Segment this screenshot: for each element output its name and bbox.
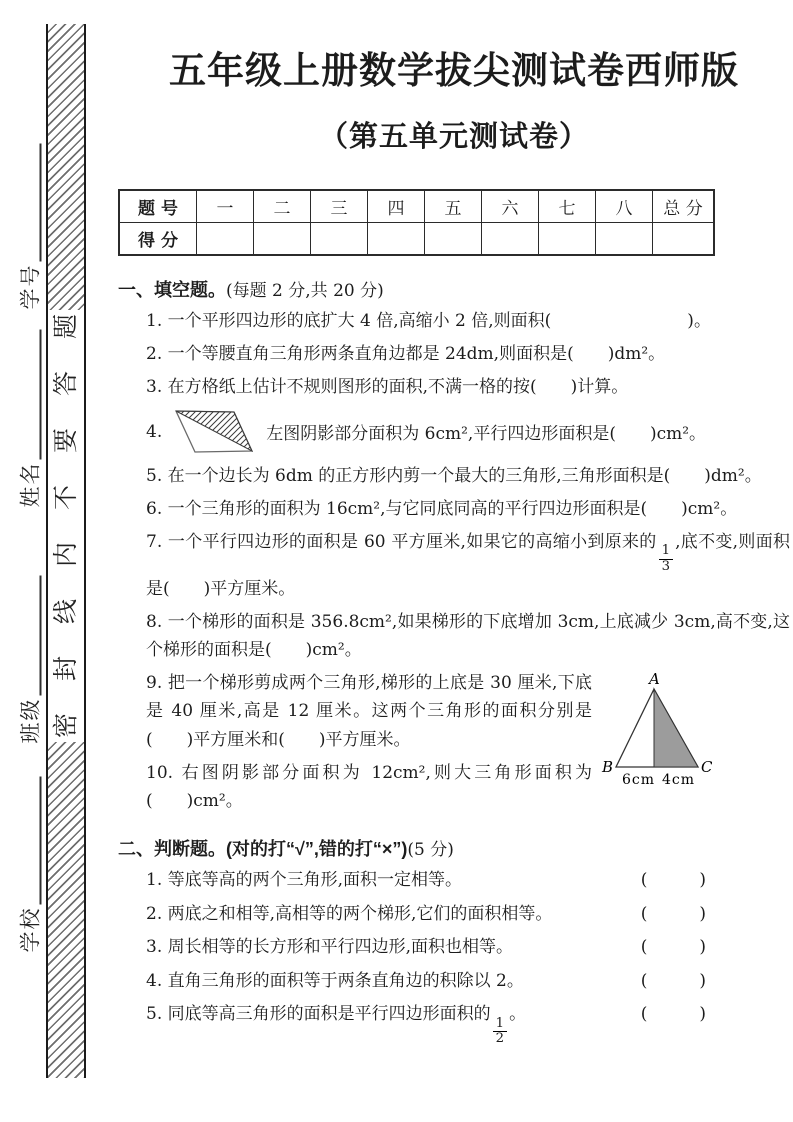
tf-question-3 <box>146 934 790 962</box>
answer-bracket: ( ) <box>640 903 712 924</box>
class-field <box>14 559 42 744</box>
score-label: 得 分 <box>119 223 197 256</box>
blank-line <box>25 777 42 905</box>
seal-char: 不 <box>51 484 81 511</box>
tf-2-text: 2. 两底之和相等,高相等的两个梯形,它们的面积相等。 <box>146 903 553 924</box>
seal-char: 内 <box>51 541 81 568</box>
col-header-total: 总 分 <box>653 190 715 223</box>
fraction-one-half <box>493 1017 507 1047</box>
blank-line <box>25 330 42 460</box>
section2-heading <box>118 835 790 861</box>
paper-subtitle: （第五单元测试卷） <box>318 121 589 153</box>
paper-content <box>118 34 790 1053</box>
score-cell <box>425 223 482 256</box>
score-cell <box>539 223 596 256</box>
student-number-field <box>14 125 42 310</box>
blank-line <box>25 144 42 262</box>
section-true-false <box>118 835 790 1047</box>
section1-title: 一、填空题。 <box>118 280 226 300</box>
question-7-text-after: ,底不变,则面积是( )平方厘米。 <box>146 532 791 599</box>
school-field <box>14 768 42 953</box>
question-8: 8. 一个梯形的面积是 356.8cm²,如果梯形的下底增加 3cm,上底减少 3cm,高不变,这个梯形的面积是( )cm²。 <box>146 611 790 660</box>
question-6: 6. 一个三角形的面积为 16cm²,与它同底同高的平行四边形面积是( )cm²。 <box>146 498 738 519</box>
score-cell <box>254 223 311 256</box>
score-cell <box>482 223 539 256</box>
section2-title: 二、判断题。(对的打“√”,错的打“×”) <box>118 839 408 860</box>
vertex-label-b: B <box>602 758 614 777</box>
score-cell <box>653 223 715 256</box>
question-4-text: 左图阴影部分面积为 6cm²,平行四边形面积是( )cm²。 <box>266 424 707 445</box>
tf-3-text: 3. 周长相等的长方形和平行四边形,面积也相等。 <box>146 937 514 958</box>
score-cell <box>197 223 254 256</box>
score-cell <box>596 223 653 256</box>
vertex-label-c: C <box>701 758 712 777</box>
score-table-score-row <box>119 223 714 256</box>
hatch-pattern-bottom <box>48 742 84 1078</box>
question-10: 10. 右图阴影部分面积为 12cm²,则大三角形面积为( )cm²。 <box>146 762 592 812</box>
question-4-number: 4. <box>146 421 163 442</box>
score-cell <box>311 223 368 256</box>
seal-char: 封 <box>51 655 81 682</box>
question-7-text-before: 7. 一个平行四边形的面积是 60 平方厘米,如果它的高缩小到原来的 <box>146 532 657 553</box>
question-number-label: 题 号 <box>119 190 197 223</box>
question-9: 9. 把一个梯形剪成两个三角形,梯形的上底是 30 厘米,下底是 40 厘米,高是 12 厘米。这两个三角形的面积分别是( )平方厘米和( )平方厘米。 <box>146 673 592 750</box>
vertex-label-a: A <box>649 671 660 689</box>
fraction-denominator: 3 <box>661 558 671 574</box>
question-7 <box>146 528 790 603</box>
col-header: 五 <box>425 190 482 223</box>
class-label: 班级 <box>18 697 43 744</box>
seal-char: 线 <box>51 598 81 625</box>
triangle-figure <box>600 671 712 791</box>
tf-1-text: 1. 等底等高的两个三角形,面积一定相等。 <box>146 870 463 891</box>
base-dim-6cm: 6cm <box>622 772 656 789</box>
tf-5-text <box>146 1001 526 1046</box>
answer-bracket: ( ) <box>640 937 712 958</box>
col-header: 六 <box>482 190 539 223</box>
col-header: 一 <box>197 190 254 223</box>
col-header: 三 <box>311 190 368 223</box>
shaded-right-triangle <box>654 689 698 767</box>
section1-heading <box>118 276 790 302</box>
section1-note: (每题 2 分,共 20 分) <box>226 281 384 301</box>
seal-char: 密 <box>51 712 81 739</box>
col-header: 四 <box>368 190 425 223</box>
section2-note: (5 分) <box>407 840 454 861</box>
tf-question-2 <box>146 901 790 929</box>
student-name-label: 姓名 <box>18 461 43 508</box>
answer-bracket: ( ) <box>640 970 712 991</box>
tf-4-text: 4. 直角三角形的面积等于两条直角边的积除以 2。 <box>146 970 524 991</box>
fraction-denominator: 2 <box>495 1031 505 1047</box>
seal-char: 题 <box>51 313 81 340</box>
student-number-label: 学号 <box>18 263 43 310</box>
question-3: 3. 在方格纸上估计不规则图形的面积,不满一格的按( )计算。 <box>146 377 629 398</box>
seal-char: 答 <box>51 370 81 397</box>
fraction-numerator: 1 <box>493 1017 507 1033</box>
question-4 <box>146 407 790 457</box>
question-2: 2. 一个等腰直角三角形两条直角边都是 24dm,则面积是( )dm²。 <box>146 344 666 365</box>
question-5: 5. 在一个边长为 6dm 的正方形内剪一个最大的三角形,三角形面积是( )dm²。 <box>146 465 762 486</box>
blank-line <box>25 576 42 696</box>
answer-bracket: ( ) <box>640 1004 712 1025</box>
score-table <box>118 189 715 256</box>
score-table-header-row <box>119 190 714 223</box>
question-1: 1. 一个平形四边形的底扩大 4 倍,高缩小 2 倍,则面积( )。 <box>146 311 711 331</box>
score-cell <box>368 223 425 256</box>
tf-question-1 <box>146 867 790 895</box>
base-dim-4cm: 4cm <box>662 772 696 789</box>
tf-question-4 <box>146 968 790 996</box>
fraction-one-third <box>659 544 673 574</box>
col-header: 八 <box>596 190 653 223</box>
paper-title: 五年级上册数学拔尖测试卷西师版 <box>169 50 739 91</box>
section-fill-in-blanks <box>118 276 790 815</box>
tf-question-5 <box>146 1001 790 1046</box>
student-name-field <box>14 323 42 508</box>
answer-bracket: ( ) <box>640 870 712 891</box>
tf-5-text-after: 。 <box>509 1004 527 1025</box>
col-header: 二 <box>254 190 311 223</box>
seal-text <box>48 310 84 742</box>
parallelogram-figure <box>170 407 258 457</box>
school-label: 学校 <box>18 906 43 953</box>
seal-char: 要 <box>51 427 81 454</box>
seal-line-column <box>46 24 86 1078</box>
hatch-pattern-top <box>48 24 84 310</box>
fraction-numerator: 1 <box>659 544 673 560</box>
col-header: 七 <box>539 190 596 223</box>
tf-5-text-before: 5. 同底等高三角形的面积是平行四边形面积的 <box>146 1004 491 1025</box>
